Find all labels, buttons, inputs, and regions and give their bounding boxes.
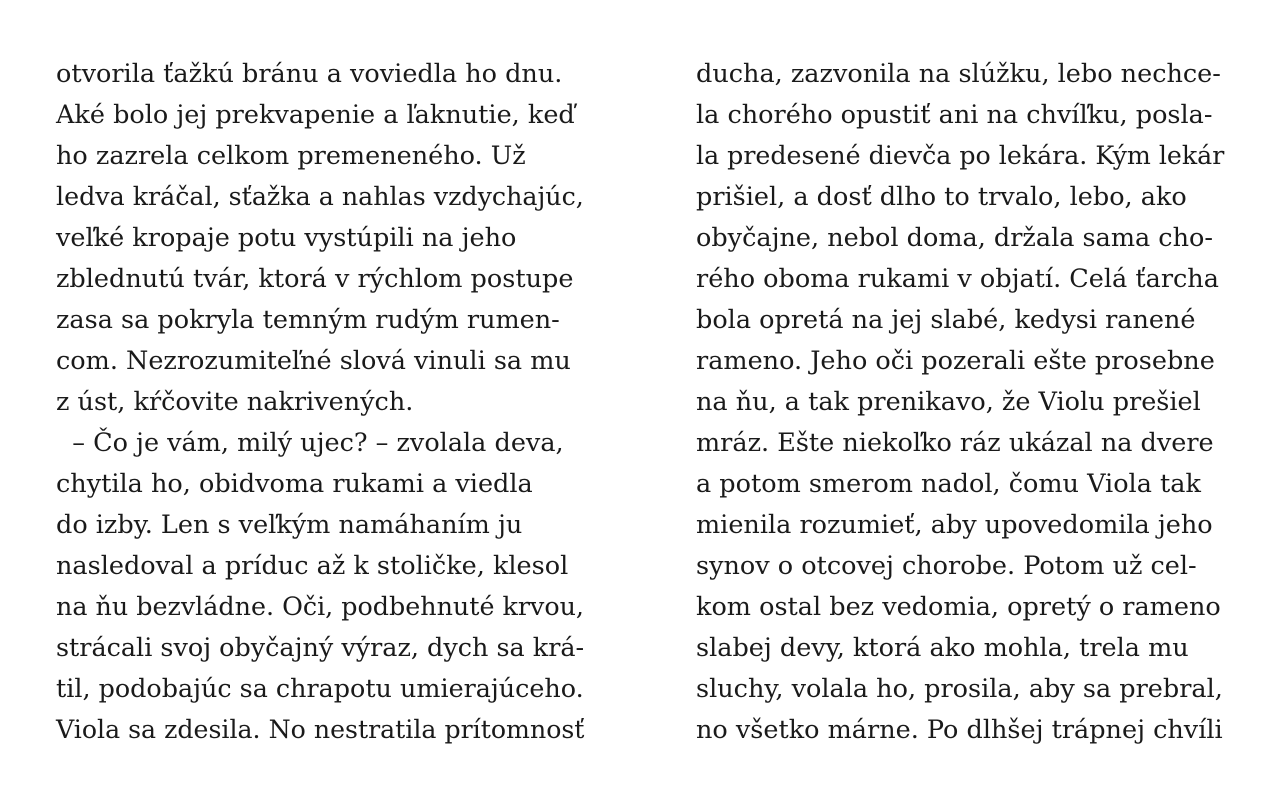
text-line: – Čo je vám, milý ujec? – zvolala deva,: [56, 428, 564, 458]
text-line: ho zazrela celkom premeneného. Už: [56, 141, 526, 171]
text-line: zblednutú tvár, ktorá v rýchlom postupe: [56, 264, 574, 294]
text-line: do izby. Len s veľkým namáhaním ju: [56, 510, 523, 540]
text-line: kom ostal bez vedomia, opretý o rameno: [696, 592, 1221, 622]
text-line: chytila ho, obidvoma rukami a viedla: [56, 469, 533, 499]
text-line: rameno. Jeho oči pozerali ešte prosebne: [696, 346, 1215, 376]
text-line: zasa sa pokryla temným rudým rumen-: [56, 305, 560, 335]
text-line: synov o otcovej chorobe. Potom už cel-: [696, 551, 1197, 581]
text-line: na ňu, a tak prenikavo, že Violu prešiel: [696, 387, 1201, 417]
text-line: ducha, zazvonila na slúžku, lebo nechce-: [696, 59, 1221, 89]
text-line: no všetko márne. Po dlhšej trápnej chvíli: [696, 715, 1223, 745]
text-line: mienila rozumieť, aby upovedomila jeho: [696, 510, 1213, 540]
text-line: veľké kropaje potu vystúpili na jeho: [56, 223, 517, 253]
text-line: a potom smerom nadol, čomu Viola tak: [696, 469, 1201, 499]
text-line: com. Nezrozumiteľné slová vinuli sa mu: [56, 346, 571, 376]
text-line: slabej devy, ktorá ako mohla, trela mu: [696, 633, 1189, 663]
text-line: la predesené dievča po lekára. Kým lekár: [696, 141, 1225, 171]
text-line: na ňu bezvládne. Oči, podbehnuté krvou,: [56, 592, 584, 622]
text-line: nasledoval a príduc až k stoličke, klesol: [56, 551, 569, 581]
text-line: obyčajne, nebol doma, držala sama cho-: [696, 223, 1213, 253]
text-line: prišiel, a dosť dlho to trvalo, lebo, ako: [696, 182, 1187, 212]
text-line: ledva kráčal, sťažka a nahlas vzdychajúc,: [56, 182, 584, 212]
text-line: Viola sa zdesila. No nestratila prítomnosť: [56, 715, 585, 745]
text-line: sluchy, volala ho, prosila, aby sa prebral,: [696, 674, 1223, 704]
right-page: [640, 0, 1280, 800]
text-line: rého oboma rukami v objatí. Celá ťarcha: [696, 264, 1219, 294]
text-line: bola opretá na jej slabé, kedysi ranené: [696, 305, 1196, 335]
text-line: la chorého opustiť ani na chvíľku, posla-: [696, 100, 1213, 130]
text-line: mráz. Ešte niekoľko ráz ukázal na dvere: [696, 428, 1214, 458]
text-line: Aké bolo jej prekvapenie a ľaknutie, keď: [56, 100, 575, 130]
text-line: z úst, kŕčovite nakrivených.: [56, 387, 414, 417]
text-line: otvorila ťažkú bránu a voviedla ho dnu.: [56, 59, 563, 89]
text-line: til, podobajúc sa chrapotu umierajúceho.: [56, 674, 584, 704]
text-line: strácali svoj obyčajný výraz, dych sa krá-: [56, 633, 585, 663]
